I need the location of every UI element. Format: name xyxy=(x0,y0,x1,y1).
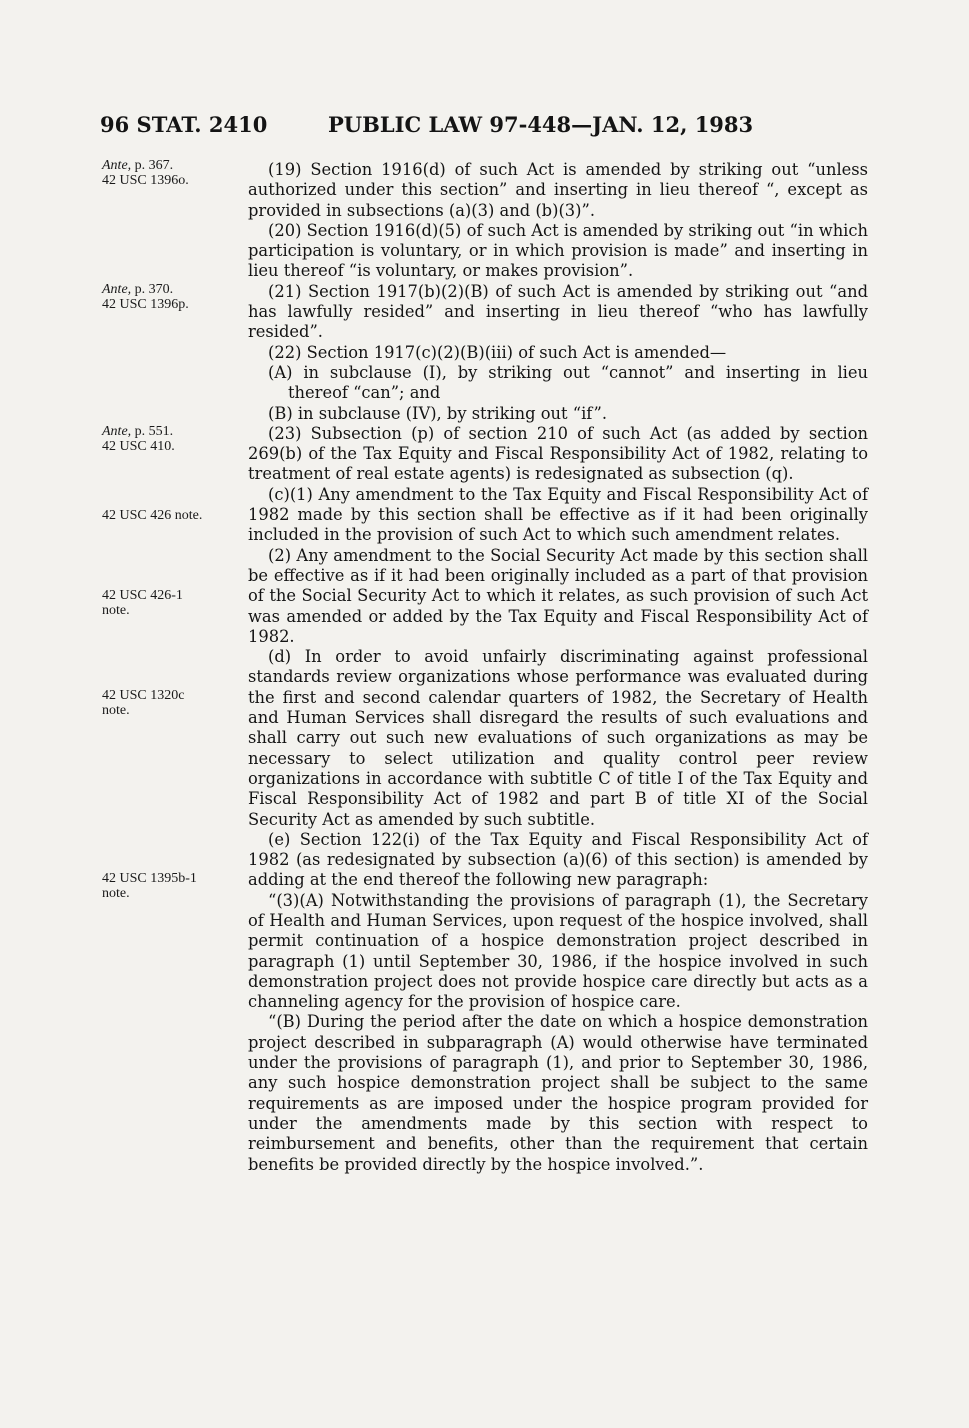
margin-note-page: p. 367. xyxy=(131,158,174,173)
margin-note-ante: Ante, xyxy=(102,158,132,173)
margin-note xyxy=(102,688,242,718)
margin-note xyxy=(102,588,242,618)
margin-note-usc-suffix: note. xyxy=(102,703,130,718)
margin-note xyxy=(102,424,242,454)
page-header xyxy=(100,112,880,142)
margin-note-usc: 42 USC 1395b-1 xyxy=(102,871,197,886)
margin-note-ante: Ante, xyxy=(102,424,132,439)
paragraph: “(3)(A) Notwithstanding the provisions of paragraph (1), the Secretary of Health and Human Services, upon request of the hospice involved, shall permit continuation of a hospice demonstration project described in paragraph (1) until September 30, 1986, if the hospice involved in such demonstration project does not provide hospice care directly but acts as a channeling agency for the provision of hospice care. xyxy=(248,890,868,1012)
paragraph: (20) Section 1916(d)(5) of such Act is amended by striking out “in which participation is voluntary, or in which provision is made” and inserting in lieu thereof “is voluntary, or makes provision”. xyxy=(248,220,868,281)
subparagraph: (B) in subclause (IV), by striking out “if”. xyxy=(268,403,608,423)
paragraph: (22) Section 1917(c)(2)(B)(iii) of such Act is amended— xyxy=(268,342,727,362)
paragraph: (d) In order to avoid unfairly discriminating against professional standards review organizations whose performance was evaluated during the first and second calendar quarters of 1982, the Secretary of Health and Human Services shall disregard the results of such evaluations and shall carry out such new evaluations of such organizations as may be necessary to select utilization and quality control peer review organizations in accordance with subtitle C of title I of the Tax Equity and Fiscal Responsibility Act of 1982 and part B of title XI of the Social Security Act as amended by such subtitle. xyxy=(248,647,868,829)
subparagraph: (A) in subclause (I), by striking out “cannot” and inserting in lieu thereof “can”; and xyxy=(268,362,868,403)
margin-note-page: p. 370. xyxy=(131,282,174,297)
paragraph: (e) Section 122(i) of the Tax Equity and Fiscal Responsibility Act of 1982 (as redesignated by subsection (a)(6) of this section) is amended by adding at the end thereof the following new paragraph: xyxy=(248,829,868,890)
margin-note-usc: 42 USC 1320c xyxy=(102,688,185,703)
public-law-title: PUBLIC LAW 97-448—JAN. 12, 1983 xyxy=(328,112,754,137)
margin-note-usc: 42 USC 1396o. xyxy=(102,173,189,188)
margin-note-usc: 42 USC 426 note. xyxy=(102,508,203,523)
paragraph: (c)(1) Any amendment to the Tax Equity and Fiscal Responsibility Act of 1982 made by this section shall be effective as if it had been originally included in the provision of such Act to which such amendment relates. xyxy=(248,484,868,545)
margin-note xyxy=(102,508,242,523)
statute-body xyxy=(248,160,868,1175)
margin-note-usc: 42 USC 410. xyxy=(102,439,175,454)
statute-page-number: 96 STAT. 2410 xyxy=(100,112,268,137)
margin-note-usc-suffix: note. xyxy=(102,603,130,618)
margin-note xyxy=(102,871,242,901)
paragraph: (21) Section 1917(b)(2)(B) of such Act is amended by striking out “and has lawfully resided” and inserting in lieu thereof “who has lawfully resided”. xyxy=(248,281,868,342)
paragraph: (2) Any amendment to the Social Security Act made by this section shall be effective as if it had been originally included as a part of that provision of the Social Security Act to which it relates, as such provision of such Act was amended or added by the Tax Equity and Fiscal Responsibility Act of 1982. xyxy=(248,545,868,646)
paragraph: (23) Subsection (p) of section 210 of such Act (as added by section 269(b) of the Tax Equity and Fiscal Responsibility Act of 1982, relating to treatment of real estate agents) is redesignated as subsection (q). xyxy=(248,423,868,484)
margin-note-usc: 42 USC 426-1 xyxy=(102,588,183,603)
margin-note xyxy=(102,158,242,188)
paragraph: (19) Section 1916(d) of such Act is amended by striking out “unless authorized under this section” and inserting in lieu thereof “, except as provided in subsections (a)(3) and (b)(3)”. xyxy=(248,160,868,220)
paragraph: “(B) During the period after the date on which a hospice demonstration project described in subparagraph (A) would otherwise have terminated under the provisions of paragraph (1), and prior to September 30, 1986, any such hospice demonstration project shall be subject to the same requirements as are imposed under the hospice program provided for under the amendments made by this section with respect to reimbursement and benefits, other than the requirement that certain benefits be provided directly by the hospice involved.”. xyxy=(248,1012,868,1174)
margin-note-ante: Ante, xyxy=(102,282,132,297)
margin-note-usc: 42 USC 1396p. xyxy=(102,297,189,312)
margin-note-usc-suffix: note. xyxy=(102,886,130,901)
margin-note xyxy=(102,282,242,312)
margin-note-page: p. 551. xyxy=(131,424,174,439)
